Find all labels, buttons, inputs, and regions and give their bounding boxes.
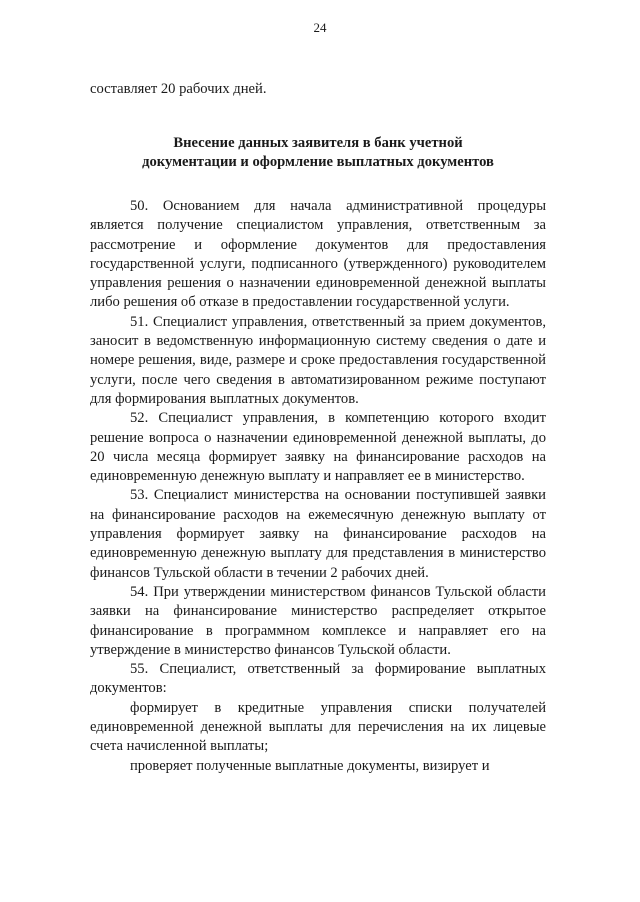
section-heading bbox=[90, 134, 546, 172]
paragraph-51: 51. Специалист управления, ответственный за прием документов, заносит в ведомственную информационную систему сведения о дате и номере решения, виде, размере и сроке предоставления государственной услуги, после чего сведения в автоматизированном режиме поступают для формирования выплатных документов. bbox=[90, 313, 546, 407]
paragraph-52: 52. Специалист управления, в компетенцию которого входит решение вопроса о назначении единовременной денежной выплаты, до 20 числа месяца формирует заявку на финансирование расходов на единовременную денежную выплату и направляет ее в министерство. bbox=[90, 410, 546, 485]
paragraph-55-item-2: проверяет полученные выплатные документы, визирует и bbox=[130, 757, 490, 774]
paragraph-54: 54. При утверждении министерством финансов Тульской области заявки на финансирование министерство распределяет открытое финансирование в программном комплексе и направляет его на утверждение в министерство финансов Тульской области. bbox=[90, 583, 546, 658]
page-number: 24 bbox=[313, 20, 327, 35]
document-body bbox=[90, 197, 546, 776]
paragraph-50: 50. Основанием для начала административной процедуры является получение специалистом управления, ответственным за рассмотрение и оформление документов для предоставления государственной услуги, подписанного (утвержденного) руководителем управления решения о назначении единовременной денежной выплаты либо решения об отказе в предоставлении государственной услуги. bbox=[90, 198, 546, 311]
continuation-text: составляет 20 рабочих дней. bbox=[90, 81, 267, 97]
section-heading-line-2: документации и оформление выплатных документов bbox=[142, 154, 494, 170]
paragraph-55: 55. Специалист, ответственный за формирование выплатных документов: bbox=[90, 661, 546, 697]
paragraph-53: 53. Специалист министерства на основании поступившей заявки на финансирование расходов на ежемесячную денежную выплату от управления формирует заявку на финансирование расходов на единовременную денежную выплату для представления в министерство финансов Тульской области в течении 2 рабочих дней. bbox=[90, 487, 546, 581]
section-heading-line-1: Внесение данных заявителя в банк учетной bbox=[173, 135, 463, 151]
paragraph-55-item-1: формирует в кредитные управления списки получателей единовременной денежной выплаты для перечисления на их лицевые счета начисленной выплаты; bbox=[90, 699, 546, 755]
